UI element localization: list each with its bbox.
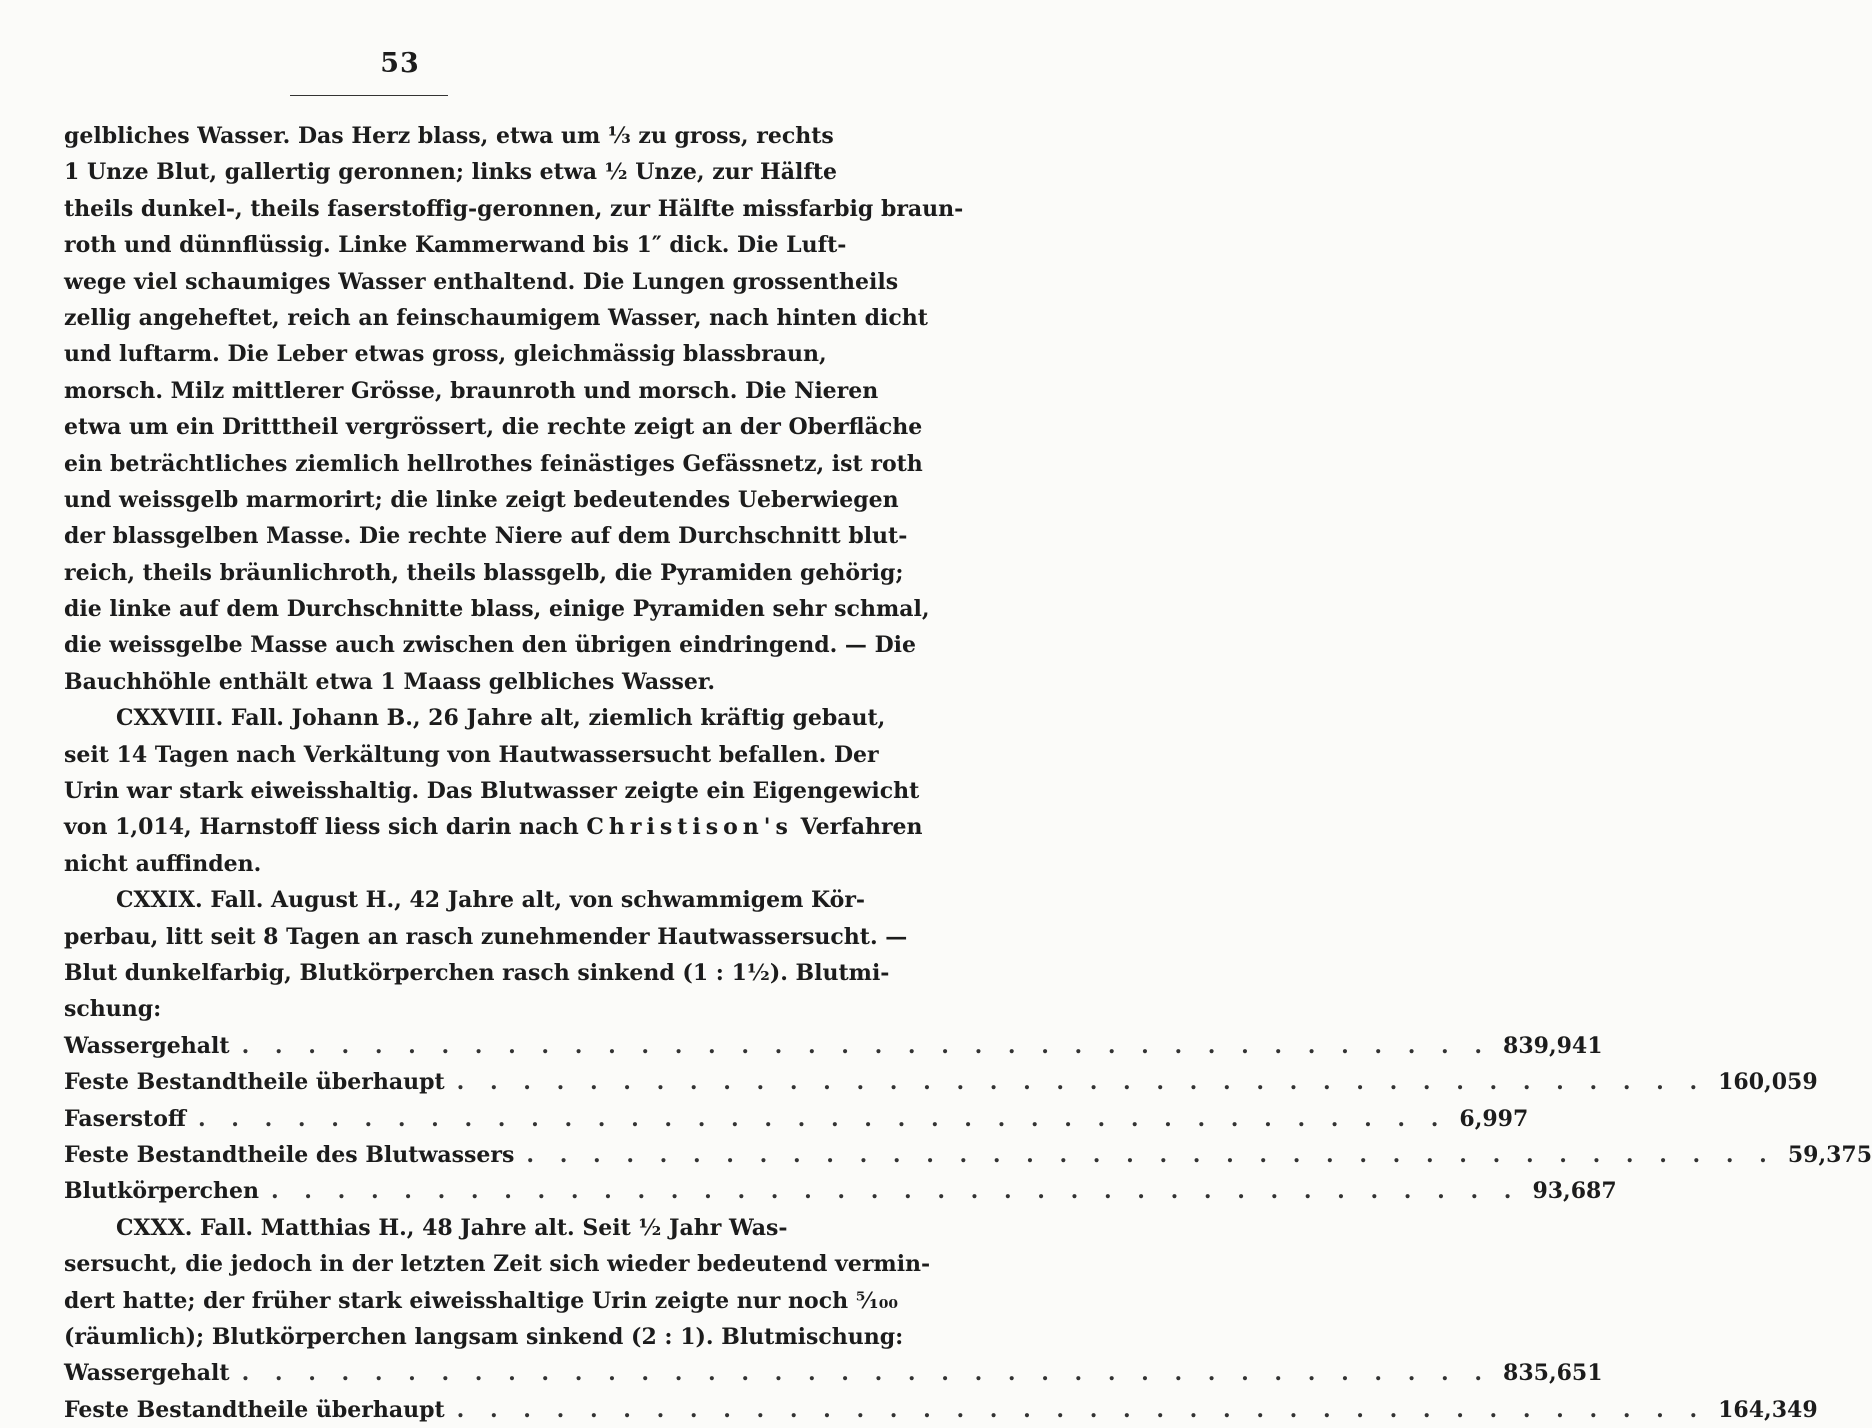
row-label: Faserstoff xyxy=(64,1105,186,1132)
table-row xyxy=(64,1355,1603,1391)
row-label: Feste Bestandtheile des Blutwassers xyxy=(64,1141,515,1168)
row-value: 59,375 xyxy=(1787,1141,1872,1168)
text-fragment: von 1,014, Harnstoff liess sich darin nach xyxy=(64,814,579,841)
text-line: die weissgelbe Masse auch zwischen den übrigen eindringend. — Die xyxy=(64,632,917,659)
text-line: sersucht, die jedoch in der letzten Zeit sich wieder bedeutend vermin- xyxy=(64,1251,931,1278)
leader-dots xyxy=(445,1064,1718,1100)
text-line: ein beträchtliches ziemlich hellrothes feinästiges Gefässnetz, ist roth xyxy=(64,450,923,477)
text-line: Bauchhöhle enthält etwa 1 Maass gelbliches Wasser. xyxy=(64,668,716,695)
leader-dots xyxy=(445,1392,1718,1428)
case-heading-cxxx: CXXX. Fall. Matthias H., 48 Jahre alt. Seit ½ Jahr Was- xyxy=(116,1214,788,1241)
text-line: seit 14 Tagen nach Verkältung von Hautwassersucht befallen. Der xyxy=(64,741,879,768)
case-heading-cxxix: CXXIX. Fall. August H., 42 Jahre alt, von schwammigem Kör- xyxy=(116,887,866,914)
text-line: roth und dünnflüssig. Linke Kammerwand bis 1″ dick. Die Luft- xyxy=(64,232,847,259)
table-row xyxy=(64,1392,1818,1428)
leader-dots xyxy=(230,1355,1503,1391)
header-rule xyxy=(290,95,448,96)
leader-dots xyxy=(230,1028,1503,1064)
leader-dots xyxy=(514,1137,1787,1173)
row-value: 93,687 xyxy=(1532,1178,1617,1205)
text-line xyxy=(64,809,923,845)
leader-dots xyxy=(186,1101,1459,1137)
row-label: Wassergehalt xyxy=(64,1032,230,1059)
row-value: 6,997 xyxy=(1459,1105,1529,1132)
text-line: nicht auffinden. xyxy=(64,850,262,877)
row-value: 839,941 xyxy=(1503,1032,1603,1059)
table-row xyxy=(64,1137,1872,1173)
row-label: Blutkörperchen xyxy=(64,1178,259,1205)
page-number: 53 xyxy=(380,48,420,79)
row-value: 835,651 xyxy=(1503,1360,1603,1387)
table-row xyxy=(64,1101,1529,1137)
text-line: wege viel schaumiges Wasser enthaltend. Die Lungen grossentheils xyxy=(64,268,899,295)
table-row xyxy=(64,1173,1617,1209)
text-line: 1 Unze Blut, gallertig geronnen; links etwa ½ Unze, zur Hälfte xyxy=(64,159,837,186)
row-label: Feste Bestandtheile überhaupt xyxy=(64,1069,445,1096)
text-line: perbau, litt seit 8 Tagen an rasch zunehmender Hautwassersucht. — xyxy=(64,923,908,950)
text-line: der blassgelben Masse. Die rechte Niere auf dem Durchschnitt blut- xyxy=(64,523,908,550)
row-label: Wassergehalt xyxy=(64,1360,230,1387)
row-value: 164,349 xyxy=(1718,1396,1818,1423)
text-line: zellig angeheftet, reich an feinschaumigem Wasser, nach hinten dicht xyxy=(64,304,928,331)
table-row xyxy=(64,1064,1818,1100)
leader-dots xyxy=(259,1173,1532,1209)
text-line: theils dunkel-, theils faserstoffig-geronnen, zur Hälfte missfarbig braun- xyxy=(64,195,964,222)
row-label: Feste Bestandtheile überhaupt xyxy=(64,1396,445,1423)
text-line: gelbliches Wasser. Das Herz blass, etwa um ⅓ zu gross, rechts xyxy=(64,123,834,149)
text-line: und weissgelb marmorirt; die linke zeigt bedeutendes Ueberwiegen xyxy=(64,486,899,513)
row-value: 160,059 xyxy=(1718,1069,1818,1096)
text-line: Blut dunkelfarbig, Blutkörperchen rasch sinkend (1 : 1½). Blutmi- xyxy=(64,959,890,986)
text-line: die linke auf dem Durchschnitte blass, einige Pyramiden sehr schmal, xyxy=(64,596,930,623)
text-line: (räumlich); Blutkörperchen langsam sinkend (2 : 1). Blutmischung: xyxy=(64,1323,904,1350)
text-line: und luftarm. Die Leber etwas gross, gleichmässig blassbraun, xyxy=(64,341,827,368)
case-heading-cxxviii: CXXVIII. Fall. Johann B., 26 Jahre alt, ziemlich kräftig gebaut, xyxy=(116,705,886,732)
text-fragment: Verfahren xyxy=(800,814,923,841)
body-text xyxy=(64,118,1872,1428)
text-line: Urin war stark eiweisshaltig. Das Blutwasser zeigte ein Eigengewicht xyxy=(64,778,920,805)
table-row xyxy=(64,1028,1603,1064)
text-line: reich, theils bräunlichroth, theils blassgelb, die Pyramiden gehörig; xyxy=(64,559,904,586)
text-line: dert hatte; der früher stark eiweisshaltige Urin zeigte nur noch ⁵⁄₁₀₀ xyxy=(64,1287,898,1314)
author-name: Christison's xyxy=(586,814,793,841)
text-line: morsch. Milz mittlerer Grösse, braunroth und morsch. Die Nieren xyxy=(64,377,879,404)
text-line: schung: xyxy=(64,996,162,1023)
text-line: etwa um ein Dritttheil vergrössert, die rechte zeigt an der Oberfläche xyxy=(64,414,923,441)
